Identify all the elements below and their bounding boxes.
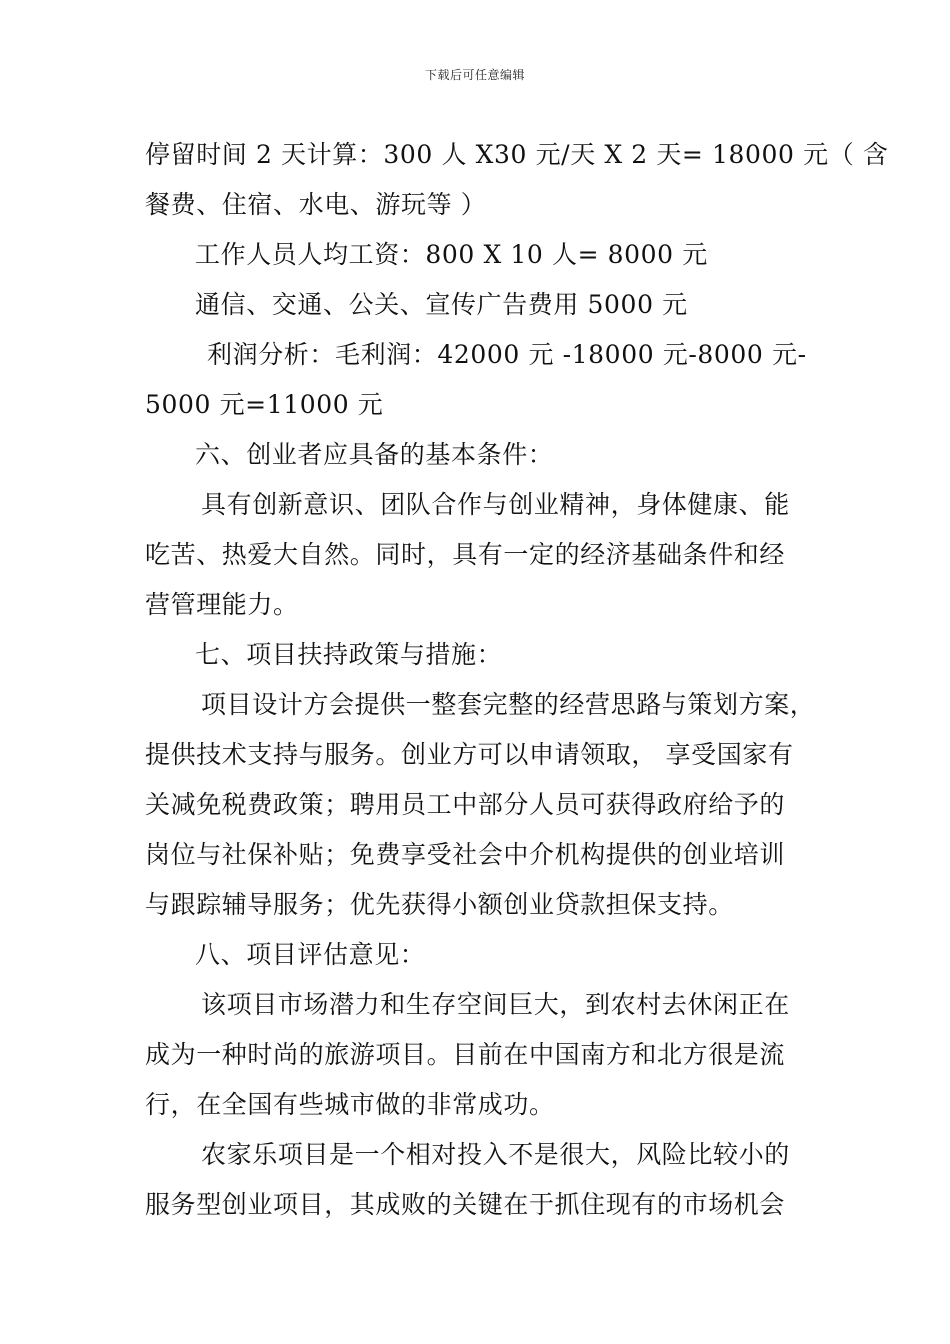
text-line: 利润分析：毛利润：42000 元 -18000 元-8000 元- [207, 340, 807, 369]
text-line: 与跟踪辅导服务；优先获得小额创业贷款担保支持。 [145, 890, 734, 919]
text-line: 提供技术支持与服务。创业方可以申请领取， 享受国家有 [145, 740, 794, 769]
text-line: 该项目市场潜力和生存空间巨大，到农村去休闲正在 [201, 990, 790, 1019]
text-line: 具有创新意识、团队合作与创业精神，身体健康、能 [201, 490, 790, 519]
text-line: 农家乐项目是一个相对投入不是很大，风险比较小的 [201, 1140, 790, 1169]
text-line: 服务型创业项目，其成败的关键在于抓住现有的市场机会 [145, 1190, 786, 1219]
text-line: 行，在全国有些城市做的非常成功。 [145, 1090, 555, 1119]
text-line: 5000 元=11000 元 [145, 390, 384, 419]
text-line: 工作人员人均工资：800 X 10 人= 8000 元 [195, 240, 708, 269]
text-line: 项目设计方会提供一整套完整的经营思路与策划方案， [201, 690, 816, 719]
section-heading: 八、项目评估意见： [195, 940, 426, 969]
text-line: 岗位与社保补贴；免费享受社会中介机构提供的创业培训 [145, 840, 786, 869]
section-heading: 七、项目扶持政策与措施： [195, 640, 503, 669]
text-line: 通信、交通、公关、宣传广告费用 5000 元 [195, 290, 688, 319]
text-line: 成为一种时尚的旅游项目。目前在中国南方和北方很是流 [145, 1040, 786, 1069]
document-body [145, 130, 889, 1230]
text-line: 吃苦、热爱大自然。同时，具有一定的经济基础条件和经 [145, 540, 786, 569]
text-line: 餐费、住宿、水电、游玩等 ） [145, 190, 487, 219]
page-header: 下载后可任意编辑 [424, 68, 525, 82]
text-line: 关减免税费政策；聘用员工中部分人员可获得政府给予的 [145, 790, 786, 819]
text-line: 营管理能力。 [145, 590, 299, 619]
text-line: 停留时间 2 天计算：300 人 X30 元/天 X 2 天= 18000 元（ 含 [145, 140, 889, 169]
section-heading: 六、创业者应具备的基本条件： [195, 440, 554, 469]
